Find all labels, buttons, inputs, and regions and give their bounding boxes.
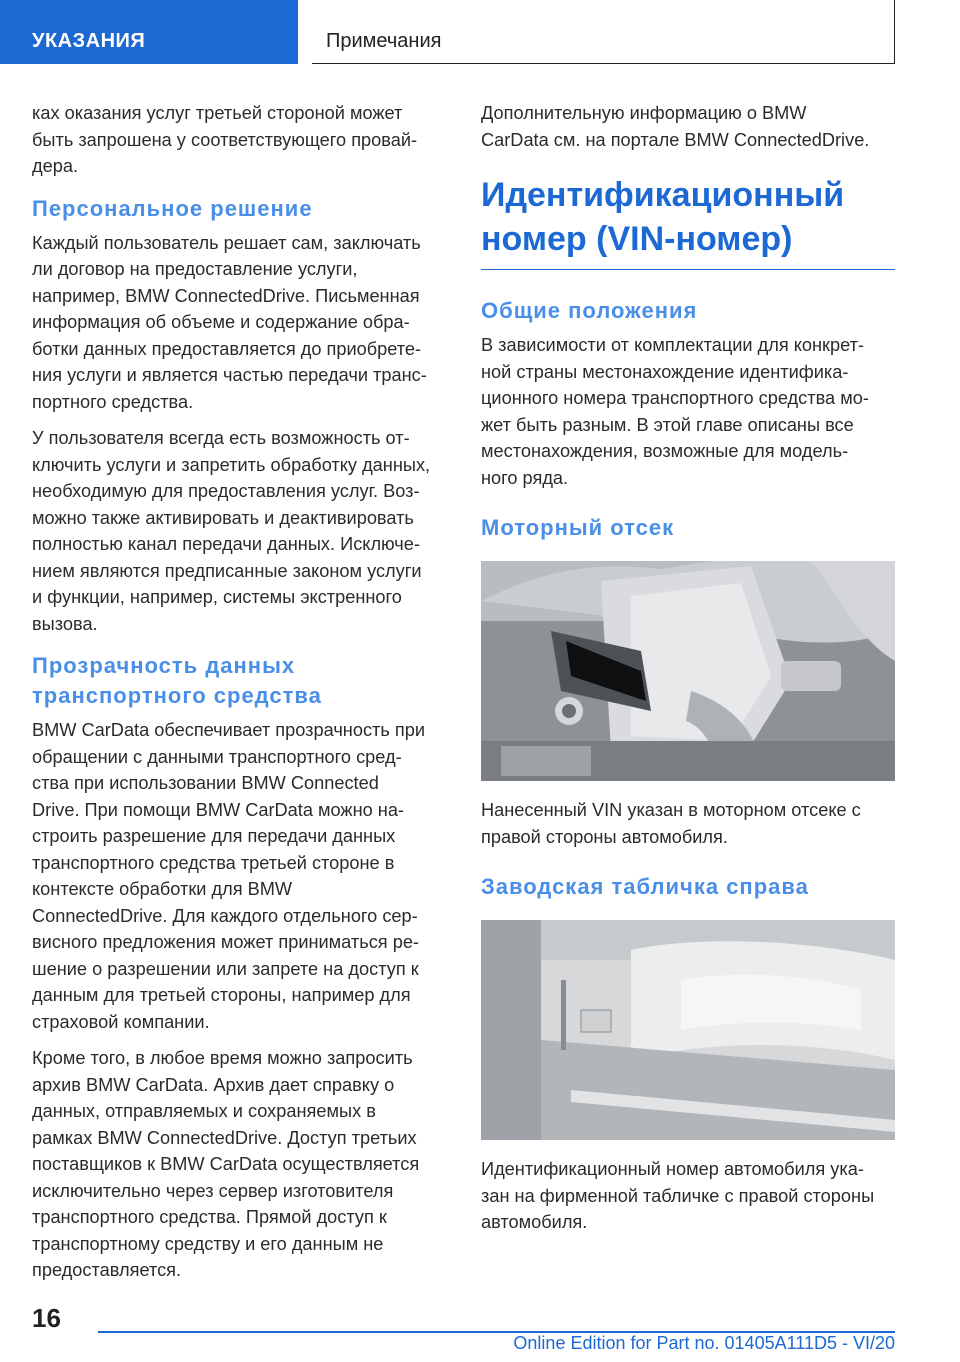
- heading-personal-decision: Персональное решение: [32, 195, 313, 221]
- transparency-paragraph-2: Кроме того, в любое время можно запросить архив BMW CarData. Архив дает справку о данных, отправляемых и сохраняемых в рамках BMW ConnectedDrive. Доступ третьих поставщиков к BMW CarData осуществляется исключительно через сервер изготовителя транспортного средства. Прямой доступ к транспортному средству и его данным не предоставляется.: [32, 1048, 420, 1280]
- heading-type-plate: Заводская табличка справа: [481, 874, 809, 899]
- transparency-paragraph-1: BMW CarData обеспечивает прозрачность при обращении с данными транспортного сред- ства при использовании BMW Connected Drive. При помощи BMW CarData можно на- строить разрешение для передачи данных транспортного средства третьей стороне в контексте обработки для BMW ConnectedDrive. Для каждого отдельного сер- висного предложения может приниматься ре- шение о разрешении или запрете на доступ к данным для третьей стороны, например для страховой компании.: [32, 720, 426, 1032]
- subsection-header: [312, 0, 895, 64]
- engine-caption: Нанесенный VIN указан в моторном отсеке с правой стороны автомобиля.: [481, 800, 861, 847]
- engine-compartment-photo: [481, 561, 895, 781]
- section-title: УКАЗАНИЯ: [32, 30, 146, 52]
- section-tab: [0, 0, 298, 64]
- plate-caption: Идентификационный номер автомобиля ука- зан на фирменной табличке с правой стороны автомобиля.: [481, 1159, 875, 1232]
- page-number: 16: [32, 1303, 61, 1333]
- subsection-title: Примечания: [326, 30, 442, 52]
- heading-vin: Идентификационный номер (VIN-номер): [481, 173, 895, 270]
- heading-engine-compartment: Моторный отсек: [481, 515, 675, 540]
- general-paragraph: В зависимости от комплектации для конкрет- ной страны местонахождение идентифика- ционного номера транспортного средства мо- жет быть разным. В этой главе описаны все местонахождения, возможные для модель- ного ряда.: [481, 335, 869, 488]
- intro-paragraph: ках оказания услуг третьей стороной может быть запрошена у соответствующего провай- дера.: [32, 103, 418, 176]
- left-column: [32, 100, 448, 1294]
- personal-paragraph-2: У пользователя всегда есть возможность от- ключить услуги и запретить обработку данных, необходимую для предоставления услуг. Воз- можно также активировать и деактивировать полностью канал передачи данных. Исключе- нием являются предписанные законом услуги и функции, например, системы экстренного вызова.: [32, 428, 431, 634]
- right-column: [481, 100, 895, 1246]
- door-sill-photo: [481, 920, 895, 1140]
- edition-info: Online Edition for Part no. 01405A111D5 - VI/20: [513, 1333, 895, 1353]
- personal-paragraph-1: Каждый пользователь решает сам, заключать ли договор на предоставление услуги, например, BMW ConnectedDrive. Письменная информация об объеме и содержание обра- ботки данных предоставляется до приобрете- ния услуги и является частью передачи транс- портного средства.: [32, 232, 427, 412]
- heading-data-transparency: Прозрачность данных транспортного средства: [32, 653, 322, 708]
- more-info-paragraph: Дополнительную информацию о BMW CarData см. на портале BMW ConnectedDrive.: [481, 103, 870, 150]
- heading-general: Общие положения: [481, 298, 698, 323]
